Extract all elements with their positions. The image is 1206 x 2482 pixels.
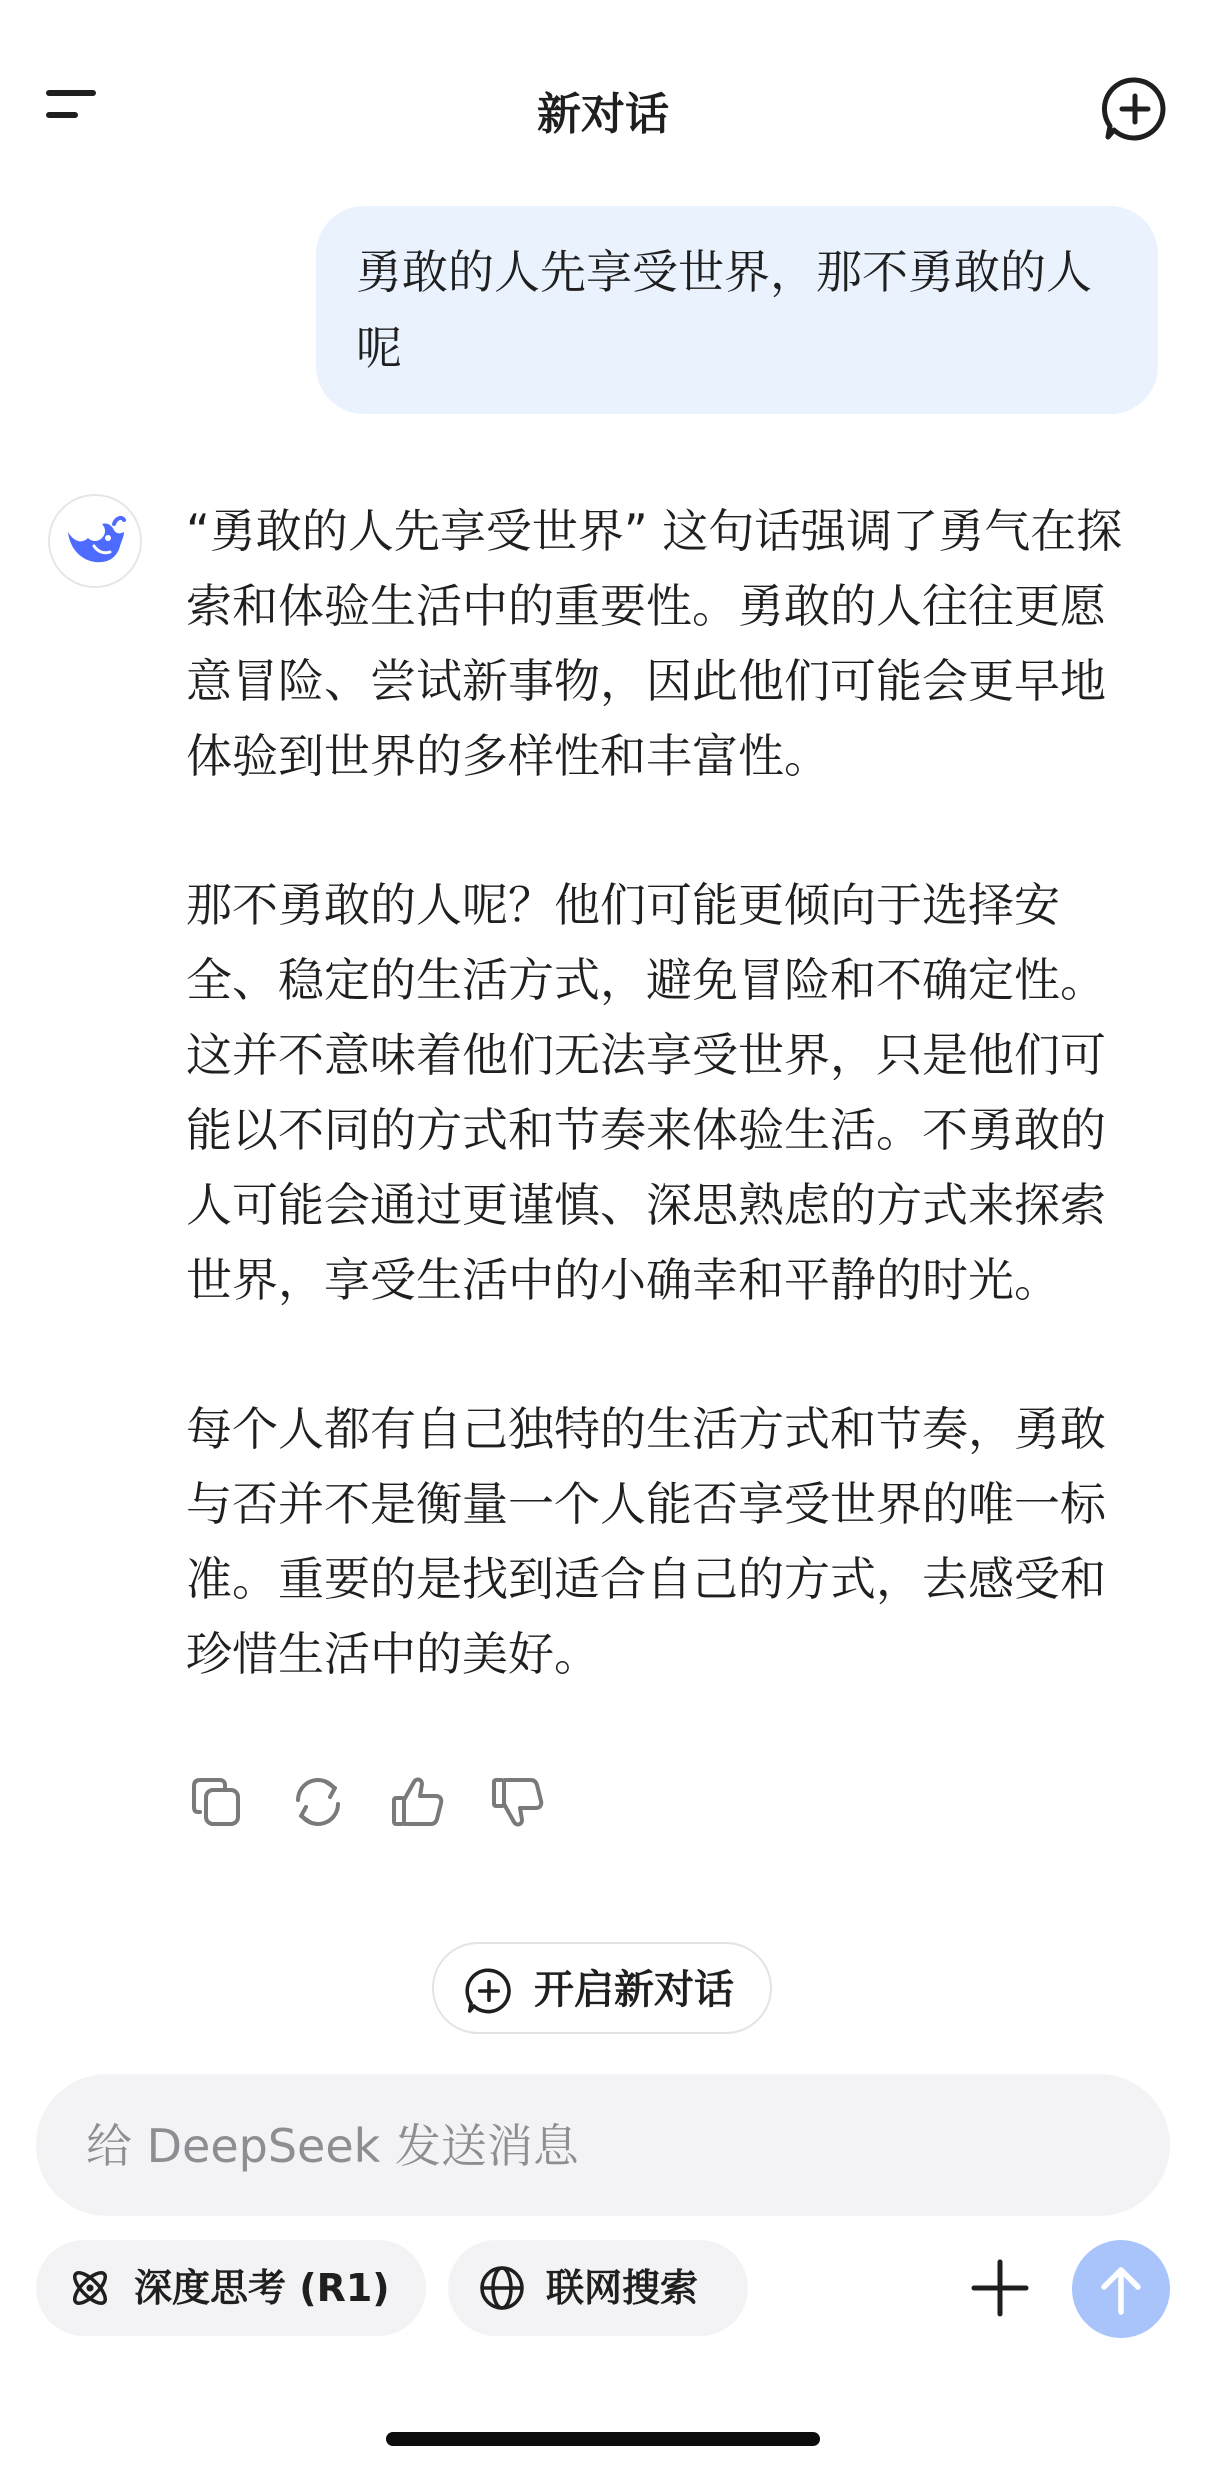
page-title: 新对话 xyxy=(537,89,669,140)
start-new-conversation-button[interactable] xyxy=(432,1942,772,2034)
menu-button[interactable] xyxy=(30,80,110,140)
globe-icon xyxy=(478,2264,526,2312)
header xyxy=(0,0,1206,200)
thumbs-up-icon xyxy=(386,1770,450,1834)
answer-paragraph: “勇敢的人先享受世界” 这句话强调了勇气在探索和体验生活中的重要性。勇敢的人往往更愿意冒险、尝试新事物，因此他们可能会更早地体验到世界的多样性和丰富性。 xyxy=(186,504,1123,783)
user-message-bubble: 勇敢的人先享受世界，那不勇敢的人呢 xyxy=(316,206,1158,414)
arrow-up-icon xyxy=(1096,2262,1146,2316)
deep-think-toggle[interactable] xyxy=(36,2240,426,2336)
attach-button[interactable] xyxy=(964,2252,1036,2324)
new-chat-icon xyxy=(1100,74,1170,144)
new-conversation-label: 开启新对话 xyxy=(534,1967,734,2013)
answer-paragraph: 那不勇敢的人呢？他们可能更倾向于选择安全、稳定的生活方式，避免冒险和不确定性。这并不意味着他们无法享受世界，只是他们可能以不同的方式和节奏来体验生活。不勇敢的人可能会通过更谨慎、深思熟虑的方式来探索世界，享受生活中的小确幸和平静的时光。 xyxy=(186,878,1106,1307)
answer-paragraph: 每个人都有自己独特的生活方式和节奏，勇敢与否并不是衡量一个人能否享受世界的唯一标准。重要的是找到适合自己的方式，去感受和珍惜生活中的美好。 xyxy=(186,1402,1106,1681)
web-search-label: 联网搜索 xyxy=(546,2266,699,2310)
new-chat-icon xyxy=(464,1966,514,2016)
message-composer xyxy=(36,2074,1170,2216)
thumbs-up-button[interactable] xyxy=(386,1770,450,1834)
message-input[interactable] xyxy=(84,2112,1088,2180)
deepseek-whale-logo xyxy=(64,512,126,570)
new-chat-button[interactable] xyxy=(1100,74,1170,144)
web-search-toggle[interactable] xyxy=(448,2240,748,2336)
assistant-message xyxy=(186,494,1146,1692)
atom-icon xyxy=(66,2264,114,2312)
thumbs-down-button[interactable] xyxy=(486,1770,550,1834)
home-indicator xyxy=(386,2432,820,2446)
send-button[interactable] xyxy=(1072,2240,1170,2338)
plus-icon xyxy=(964,2252,1036,2324)
assistant-avatar xyxy=(48,494,142,588)
copy-button[interactable] xyxy=(186,1770,250,1834)
thumbs-down-icon xyxy=(486,1770,550,1834)
message-actions xyxy=(186,1770,586,1840)
regenerate-button[interactable] xyxy=(286,1770,350,1834)
copy-icon xyxy=(186,1770,250,1834)
deep-think-label: 深度思考 (R1) xyxy=(134,2266,390,2310)
regenerate-icon xyxy=(286,1770,350,1834)
menu-icon xyxy=(46,90,96,96)
